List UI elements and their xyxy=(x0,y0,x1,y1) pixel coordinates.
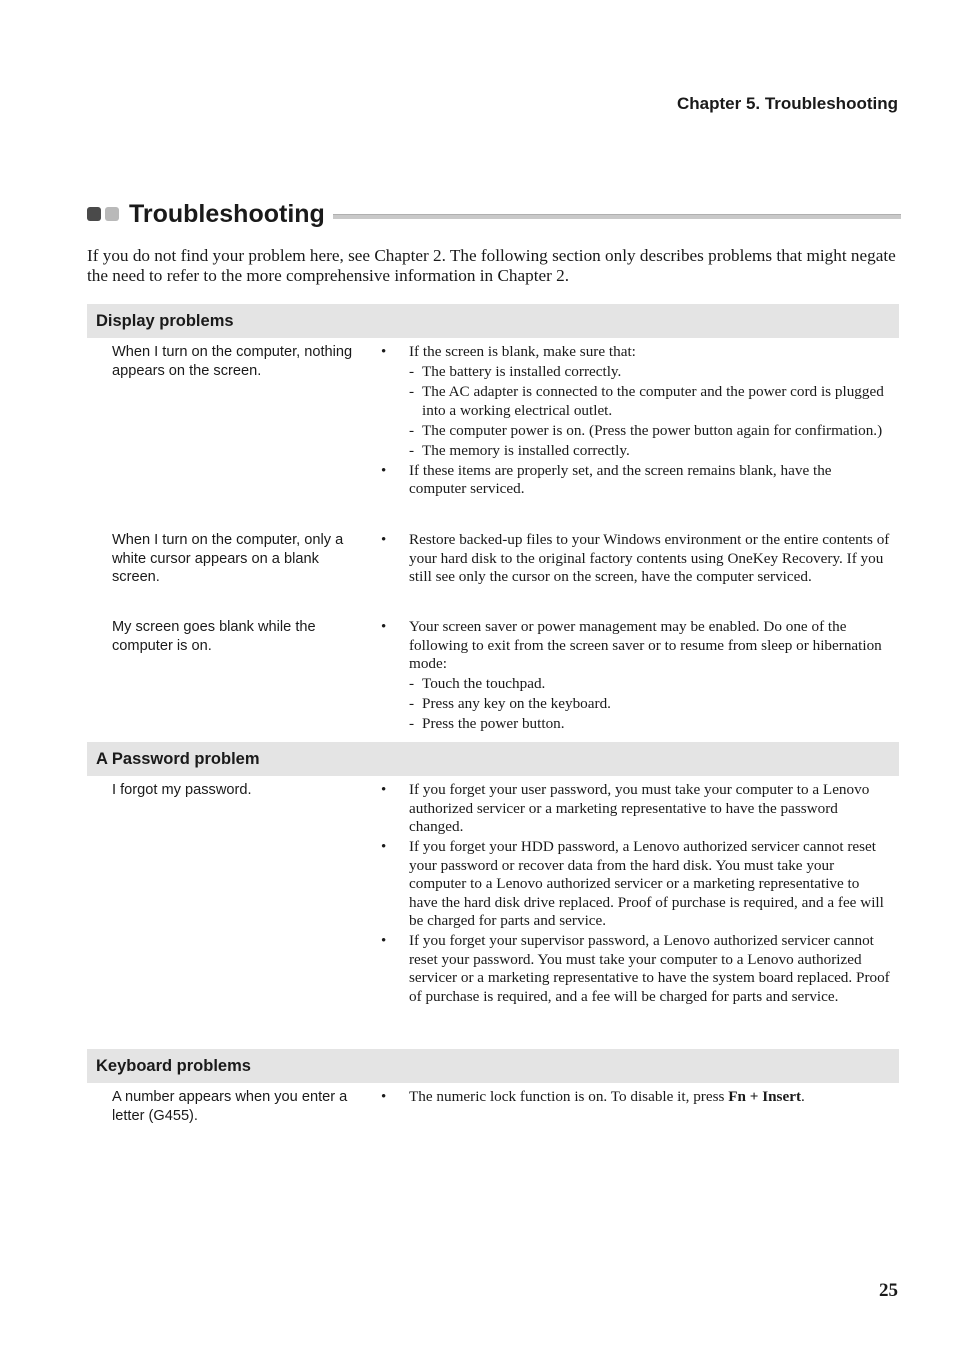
title-row xyxy=(87,199,901,229)
bullet-text: Your screen saver or power management may be enabled. Do one of the following to exit from the screen saver or to resume from sleep or hibernation mode: xyxy=(409,618,882,672)
solution-subitem: - The battery is installed correctly. xyxy=(409,363,890,382)
solution-block xyxy=(380,343,890,499)
solution-bullet: • If these items are properly set, and the screen remains blank, have the computer serviced. xyxy=(380,462,890,499)
solution-bullet xyxy=(380,343,890,460)
section-heading-display: Display problems xyxy=(87,304,899,338)
solution-block xyxy=(380,781,890,1006)
solution-bullet: • Restore backed-up files to your Windows environment or the entire contents of your hard disk to the original factory contents using OneKey Recovery. If you still see only the cursor on the screen, have the computer serviced. xyxy=(380,531,890,587)
problem-text: My screen goes blank while the computer is on. xyxy=(112,619,316,654)
intro-paragraph: If you do not find your problem here, see Chapter 2. The following section only describes problems that might negate the need to refer to the more comprehensive information in Chapter 2. xyxy=(87,246,896,285)
problem-text: A number appears when you enter a letter (G455). xyxy=(112,1089,348,1124)
page-number: 25 xyxy=(879,1280,898,1301)
solution-block xyxy=(380,531,890,587)
solution-block xyxy=(380,618,890,734)
problem-text: I forgot my password. xyxy=(112,782,252,798)
solution-bullet xyxy=(380,1088,890,1107)
problem-text: When I turn on the computer, only a white cursor appears on a blank screen. xyxy=(112,532,344,585)
bullet-text-end: . xyxy=(801,1088,805,1105)
section-heading-password: A Password problem xyxy=(87,742,899,776)
solution-subitem: - Press the power button. xyxy=(409,715,890,734)
solution-subitem: - The memory is installed correctly. xyxy=(409,442,890,461)
section-heading-keyboard: Keyboard problems xyxy=(87,1049,899,1083)
bullet-text: If the screen is blank, make sure that: xyxy=(409,343,636,360)
title-square-light-icon xyxy=(105,207,119,221)
chapter-header: Chapter 5. Troubleshooting xyxy=(676,94,898,113)
solution-bullet: • If you forget your supervisor password, a Lenovo authorized servicer cannot reset your password. You must take your computer to a Lenovo authorized servicer or a marketing representative to have the system board replaced. Proof of purchase is required, and a fee will be charged for parts and service. xyxy=(380,932,890,1006)
bullet-text: The numeric lock function is on. To disable it, press xyxy=(409,1088,729,1105)
solution-subitem: - The computer power is on. (Press the power button again for confirmation.) xyxy=(409,422,890,441)
key-combo: Fn + Insert xyxy=(728,1088,801,1105)
problem-text: When I turn on the computer, nothing appears on the screen. xyxy=(112,344,353,379)
title-square-dark-icon xyxy=(87,207,101,221)
solution-subitem: - Press any key on the keyboard. xyxy=(409,695,890,714)
solution-block xyxy=(380,1088,890,1107)
solution-subitem: - The AC adapter is connected to the computer and the power cord is plugged into a working electrical outlet. xyxy=(409,383,890,420)
title-rule xyxy=(333,214,901,219)
solution-bullet: • If you forget your user password, you must take your computer to a Lenovo authorized servicer or a marketing representative to have the password changed. xyxy=(380,781,890,837)
solution-bullet xyxy=(380,618,890,734)
page-title: Troubleshooting xyxy=(129,199,325,228)
solution-bullet: • If you forget your HDD password, a Lenovo authorized servicer cannot reset your password or recover data from the hard disk. You must take your computer to a Lenovo authorized servicer or a marketing representative to have the hard disk drive replaced. Proof of purchase is required, and a fee will be charged for parts and service. xyxy=(380,838,890,931)
solution-subitem: - Touch the touchpad. xyxy=(409,675,890,694)
